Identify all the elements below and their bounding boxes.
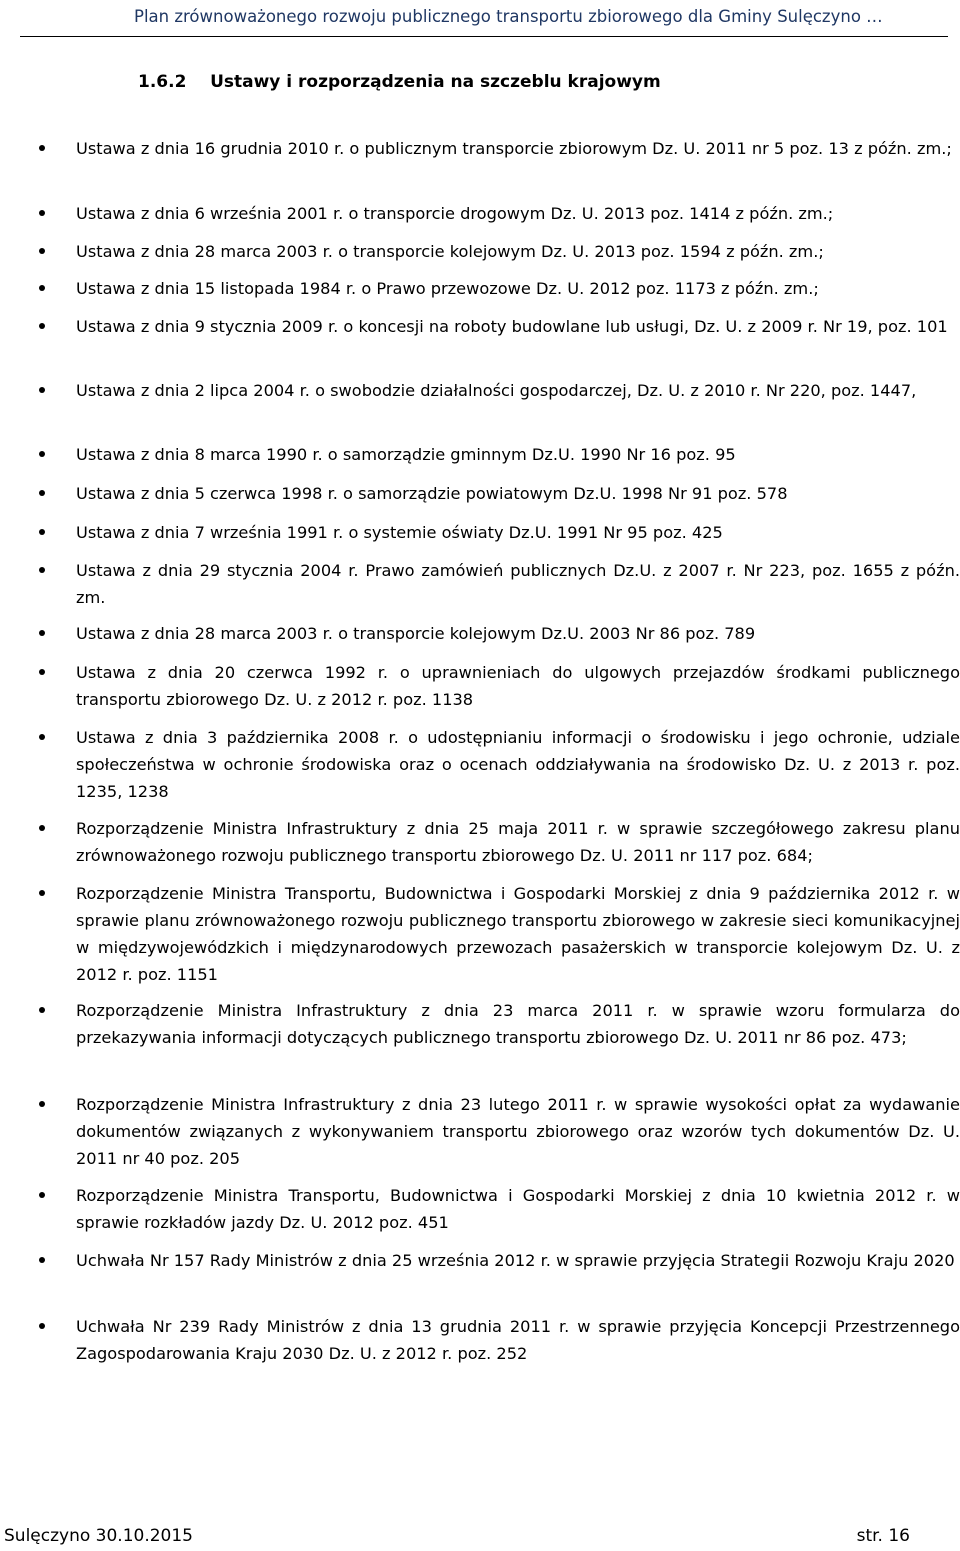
list-item	[76, 1091, 960, 1172]
list-item	[76, 238, 960, 265]
list-item-text: Ustawa z dnia 2 lipca 2004 r. o swobodzie działalności gospodarczej, Dz. U. z 2010 r. Nr 220, poz. 1447,	[76, 381, 917, 400]
list-item	[76, 997, 960, 1051]
bullet-icon	[39, 1257, 45, 1263]
list-item-text: Rozporządzenie Ministra Transportu, Budownictwa i Gospodarki Morskiej z dnia 9 października 2012 r. w sprawie planu zrównoważonego rozwoju publicznego transportu zbiorowego w zakresie sieci komunikacyjnej w międzywojewódzkich i międzynarodowych przewozach pasażerskich w transporcie kolejowym Dz. U. z 2012 r. poz. 1151	[76, 884, 960, 984]
list-item-text: Ustawa z dnia 7 września 1991 r. o systemie oświaty Dz.U. 1991 Nr 95 poz. 425	[76, 523, 723, 542]
list-item-text: Uchwała Nr 157 Rady Ministrów z dnia 25 września 2012 r. w sprawie przyjęcia Strategii Rozwoju Kraju 2020	[76, 1251, 955, 1270]
list-item	[76, 880, 960, 988]
list-item-text: Ustawa z dnia 16 grudnia 2010 r. o publicznym transporcie zbiorowym Dz. U. 2011 nr 5 poz. 13 z późn. zm.;	[76, 139, 952, 158]
bullet-icon	[39, 248, 45, 254]
bullet-icon	[39, 1007, 45, 1013]
list-item-text: Ustawa z dnia 20 czerwca 1992 r. o uprawnieniach do ulgowych przejazdów środkami publicznego transportu zbiorowego Dz. U. z 2012 r. poz. 1138	[76, 663, 960, 709]
list-item-text: Ustawa z dnia 9 stycznia 2009 r. o koncesji na roboty budowlane lub usługi, Dz. U. z 2009 r. Nr 19, poz. 101	[76, 317, 948, 336]
list-item	[76, 815, 960, 869]
list-item-text: Rozporządzenie Ministra Infrastruktury z dnia 25 maja 2011 r. w sprawie szczegółowego zakresu planu zrównoważonego rozwoju publicznego transportu zbiorowego Dz. U. 2011 nr 117 poz. 684;	[76, 819, 960, 865]
list-item	[76, 441, 960, 468]
bullet-icon	[39, 1101, 45, 1107]
bullet-icon	[39, 490, 45, 496]
list-item	[76, 724, 960, 805]
list-item	[76, 480, 960, 507]
list-item	[76, 1247, 960, 1274]
list-item	[76, 1313, 960, 1367]
bullet-icon	[39, 529, 45, 535]
bullet-icon	[39, 387, 45, 393]
list-item-text: Ustawa z dnia 29 stycznia 2004 r. Prawo zamówień publicznych Dz.U. z 2007 r. Nr 223, poz. 1655 z późn. zm.	[76, 561, 960, 607]
bullet-icon	[39, 285, 45, 291]
list-item	[76, 557, 960, 611]
document-title: Plan zrównoważonego rozwoju publicznego transportu zbiorowego dla Gminy Sulęczyno …	[134, 7, 883, 26]
list-item-text: Rozporządzenie Ministra Infrastruktury z dnia 23 lutego 2011 r. w sprawie wysokości opłat za wydawanie dokumentów związanych z wykonywaniem transportu zbiorowego oraz wzorów tych dokumentów Dz. U. 2011 nr 40 poz. 205	[76, 1095, 960, 1168]
list-item-text: Ustawa z dnia 6 września 2001 r. o transporcie drogowym Dz. U. 2013 poz. 1414 z późn. zm.;	[76, 204, 834, 223]
list-item-text: Ustawa z dnia 15 listopada 1984 r. o Prawo przewozowe Dz. U. 2012 poz. 1173 z późn. zm.;	[76, 279, 819, 298]
bullet-icon	[39, 890, 45, 896]
list-item-text: Rozporządzenie Ministra Infrastruktury z dnia 23 marca 2011 r. w sprawie wzoru formularza do przekazywania informacji dotyczących publicznego transportu zbiorowego Dz. U. 2011 nr 86 poz. 473;	[76, 1001, 960, 1047]
list-item	[76, 519, 960, 546]
list-item-text: Uchwała Nr 239 Rady Ministrów z dnia 13 grudnia 2011 r. w sprawie przyjęcia Koncepcji Przestrzennego Zagospodarowania Kraju 2030 Dz. U. z 2012 r. poz. 252	[76, 1317, 960, 1363]
bullet-icon	[39, 1323, 45, 1329]
list-item-text: Rozporządzenie Ministra Transportu, Budownictwa i Gospodarki Morskiej z dnia 10 kwietnia 2012 r. w sprawie rozkładów jazdy Dz. U. 2012 poz. 451	[76, 1186, 960, 1232]
list-item	[76, 620, 960, 647]
bullet-icon	[39, 630, 45, 636]
bullet-icon	[39, 669, 45, 675]
list-item	[76, 313, 960, 340]
bullet-icon	[39, 451, 45, 457]
bullet-icon	[39, 825, 45, 831]
bullet-icon	[39, 734, 45, 740]
bullet-icon	[39, 567, 45, 573]
bullet-icon	[39, 323, 45, 329]
list-item-text: Ustawa z dnia 28 marca 2003 r. o transporcie kolejowym Dz. U. 2013 poz. 1594 z późn. zm.;	[76, 242, 824, 261]
list-item-text: Ustawa z dnia 28 marca 2003 r. o transporcie kolejowym Dz.U. 2003 Nr 86 poz. 789	[76, 624, 756, 643]
list-item	[76, 275, 960, 302]
section-heading: 1.6.2 Ustawy i rozporządzenia na szczeblu krajowym	[138, 72, 661, 92]
list-item	[76, 659, 960, 713]
bullet-icon	[39, 210, 45, 216]
list-item	[76, 135, 960, 162]
list-item-text: Ustawa z dnia 5 czerwca 1998 r. o samorządzie powiatowym Dz.U. 1998 Nr 91 poz. 578	[76, 484, 788, 503]
footer-place-date: Sulęczyno 30.10.2015	[4, 1526, 193, 1546]
bullet-icon	[39, 1192, 45, 1198]
list-item	[76, 200, 960, 227]
page-header	[20, 0, 948, 37]
list-item	[76, 377, 960, 404]
list-item-text: Ustawa z dnia 3 października 2008 r. o udostępnianiu informacji o środowisku i jego ochronie, udziale społeczeństwa w ochronie środowiska oraz o ocenach oddziaływania na środowisko Dz. U. z 2013 r. poz. 1235, 1238	[76, 728, 960, 801]
list-item	[76, 1182, 960, 1236]
bullet-icon	[39, 145, 45, 151]
list-item-text: Ustawa z dnia 8 marca 1990 r. o samorządzie gminnym Dz.U. 1990 Nr 16 poz. 95	[76, 445, 736, 464]
page-number: str. 16	[856, 1526, 910, 1546]
